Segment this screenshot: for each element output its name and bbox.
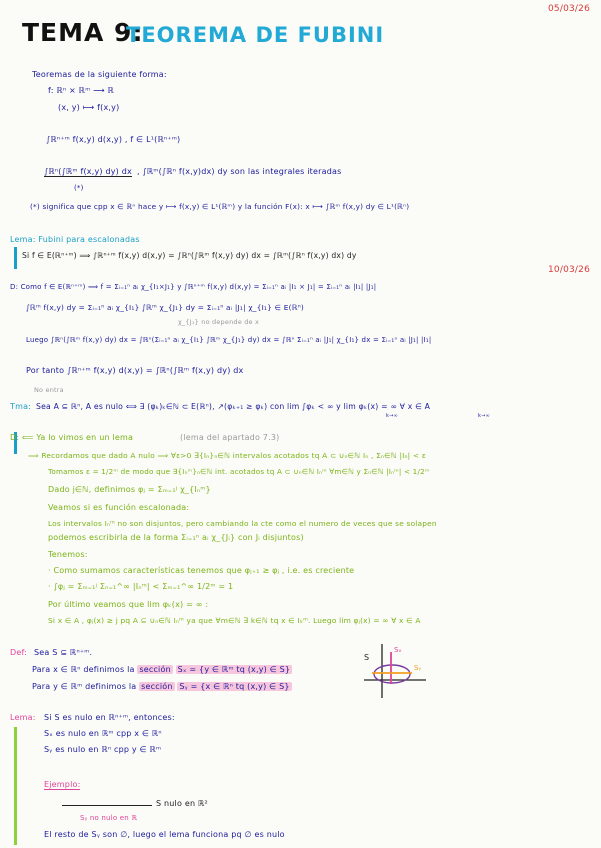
teorema-statement: Sea A ⊆ ℝⁿ, A es nulo ⟺ ∃ (φₖ)ₖ∈ℕ ⊂ E(ℝⁿ), ↗(φₖ₊₁ ≥ φₖ) con lim ∫φₖ < ∞ y lim φₖ(x) = ∞ ∀ x ∈ A [36,402,431,411]
teorema-lim-sub-2: k→∞ [478,413,490,419]
lema1-bar [14,247,17,269]
title-main: TEMA 9: [22,18,144,47]
proof2-line-1: D: ⟸ Ya lo vimos en un lema [10,433,134,442]
def-label: Def: [10,648,28,657]
proof2-line-2: ⟹ Recordamos que dado A nulo ⟹ ∀ε>0 ∃{Iₙ}ₙ∈ℕ intervalos acotados tq A ⊂ ∪ₙ∈ℕ Iₙ , Σₙ∈ℕ |Iₙ| < ε [28,451,427,460]
intro-line-4: ∫ℝⁿ⁺ᵐ f(x,y) d(x,y) , f ∈ L¹(ℝⁿ⁺ᵐ) [46,135,181,144]
def-row-2-text: Para y ∈ ℝᵐ definimos la [32,682,137,691]
figure-label-sy: Sᵧ [414,664,422,672]
figure-label-sx: Sₓ [394,646,402,654]
def-row-1-text: Para x ∈ ℝⁿ definimos la [32,665,135,674]
proof1-line-4: Por tanto ∫ℝⁿ⁺ᵐ f(x,y) d(x,y) = ∫ℝⁿ(∫ℝᵐ f(x,y) dy) dx [26,366,244,375]
asterisk-mark: (*) [74,184,84,192]
teorema-lim-sub-1: k→∞ [386,413,398,419]
intro-line-3: (x, y) ⟼ f(x,y) [58,103,120,112]
proof2-line-10: · ∫φⱼ = Σₘ₌₁ʲ Σₙ₌₁^∞ |Iₙᵐ| < Σₘ₌₁^∞ 1/2ᵐ = 1 [48,582,234,591]
proof1-note: χ_{J₁} no depende de x [178,318,260,326]
proof2-line-4: Dado j∈ℕ, definimos φⱼ = Σₘ₌₁ʲ χ_{Iₙᵐ} [48,485,211,494]
lema2-label: Lema: [10,713,36,722]
iterated-integral-2: , ∫ℝᵐ(∫ℝⁿ f(x,y)dx) dy son las integrales iteradas [137,167,342,176]
sx-definition: Sₓ = {y ∈ ℝᵐ tq (x,y) ∈ S} [177,665,291,674]
figure-label-s: S [364,653,370,662]
intro-line-1: Teoremas de la siguiente forma: [32,70,167,79]
lema1-label: Lema: Fubini para escalonadas [10,235,140,244]
proof2-line-5: Veamos si es función escalonada: [48,503,190,512]
example-line [62,805,152,806]
example-label: Ejemplo: [44,780,81,789]
proof1-line-1: D: Como f ∈ E(ℝⁿ⁺ᵐ) ⟹ f = Σᵢ₌₁ⁿ aᵢ χ_{I₁×J₁} y ∫ℝⁿ⁺ᵐ f(x,y) d(x,y) = Σᵢ₌₁ⁿ aᵢ |I₁ × J₁| = Σᵢ₌₁ⁿ aᵢ |I₁| |J₁| [10,283,377,291]
sy-definition: Sᵧ = {x ∈ ℝⁿ tq (x,y) ∈ S} [179,682,290,691]
teorema-label: Tma: [10,402,32,411]
lema2-statement: Si S es nulo en ℝⁿ⁺ᵐ, entonces: [44,713,175,722]
proof1-line-3: Luego ∫ℝⁿ(∫ℝᵐ f(x,y) dy) dx = ∫ℝⁿ(Σᵢ₌₁ⁿ aᵢ χ_{I₁} ∫ℝᵐ χ_{J₁} dy) dx = ∫ℝⁿ Σᵢ₌₁ⁿ aᵢ |J₁| χ_{I₁} dx = Σᵢ₌₁ⁿ aᵢ |J₁| |I₁| [26,336,432,344]
proof2-line-8: Tenemos: [48,550,88,559]
date-top: 05/03/26 [548,4,591,14]
no-entra-note: No entra [34,386,64,394]
date-mid: 10/03/26 [548,265,591,275]
proof2-line-9: · Como sumamos características tenemos que φⱼ₊₁ ≥ φⱼ , i.e. es creciente [48,566,355,575]
def-statement: Sea S ⊆ ℝⁿ⁺ᵐ. [34,648,93,657]
section-figure [360,640,430,700]
proof2-line-7: podemos escribirla de la forma Σᵢ₌₁ⁿ aᵢ χ_{Jᵢ} con Jᵢ disjuntos) [48,533,304,542]
def-row-2 [32,682,292,691]
lema2-bar [14,727,17,845]
proof2-line-11: Por último veamos que lim φₖ(x) = ∞ : [48,600,209,609]
title-sub: TEOREMA DE FUBINI [126,23,385,47]
lema2-row-2: Sᵧ es nulo en ℝⁿ cpp y ∈ ℝᵐ [44,745,162,754]
seccion-highlight-1: sección [139,665,171,674]
iterated-integral-1: ∫ℝⁿ(∫ℝᵐ f(x,y) dy) dx [44,167,132,176]
proof2-line-6: Los intervalos Iₙᵐ no son disjuntos, pero cambiando la cte como el numero de veces que se solapen [48,519,437,528]
lema2-row-1: Sₓ es nulo en ℝᵐ cpp x ∈ ℝⁿ [44,729,162,738]
intro-line-2: f: ℝⁿ × ℝᵐ ⟶ ℝ [48,86,115,95]
lema2-conclusion: El resto de Sᵧ son ∅, luego el lema funciona pq ∅ es nulo [44,830,285,839]
example-text-2: Sᵧ no nulo en ℝ [80,814,138,822]
proof1-line-2: ∫ℝᵐ f(x,y) dy = Σᵢ₌₁ⁿ aᵢ χ_{I₁} ∫ℝᵐ χ_{J₁} dy = Σᵢ₌₁ⁿ aᵢ |J₁| χ_{I₁} ∈ E(ℝⁿ) [26,303,305,312]
proof2-line-3: Tomamos ε = 1/2ᵐ de modo que ∃{Iₙᵐ}ₙ∈ℕ int. acotados tq A ⊂ ∪ₙ∈ℕ Iₙᵐ ∀m∈ℕ y Σₙ∈ℕ |Iₙᵐ| < 1/2ᵐ [48,467,430,476]
def-row-1 [32,665,292,674]
proof2-line-12: Si x ∈ A , φⱼ(x) ≥ j pq A ⊆ ∪ₙ∈ℕ Iₙᵐ ya que ∀m∈ℕ ∃ k∈ℕ tq x ∈ Iₖᵐ. Luego lim φⱼ(x) = ∞ ∀ x ∈ A [48,616,421,625]
intro-line-6: (*) significa que cpp x ∈ ℝⁿ hace y ⟼ f(x,y) ∈ L¹(ℝᵐ) y la función F(x): x ⟼ ∫ℝᵐ f(x,y) dy ∈ L¹(ℝⁿ) [30,202,410,211]
proof2-note: (lema del apartado 7.3) [180,433,280,442]
lema1-statement: Si f ∈ E(ℝⁿ⁺ᵐ) ⟹ ∫ℝⁿ⁺ᵐ f(x,y) d(x,y) = ∫ℝⁿ(∫ℝᵐ f(x,y) dy) dx = ∫ℝᵐ(∫ℝⁿ f(x,y) dx) dy [22,251,357,260]
seccion-highlight-2: sección [141,682,173,691]
example-text-1: S nulo en ℝ² [156,799,208,808]
